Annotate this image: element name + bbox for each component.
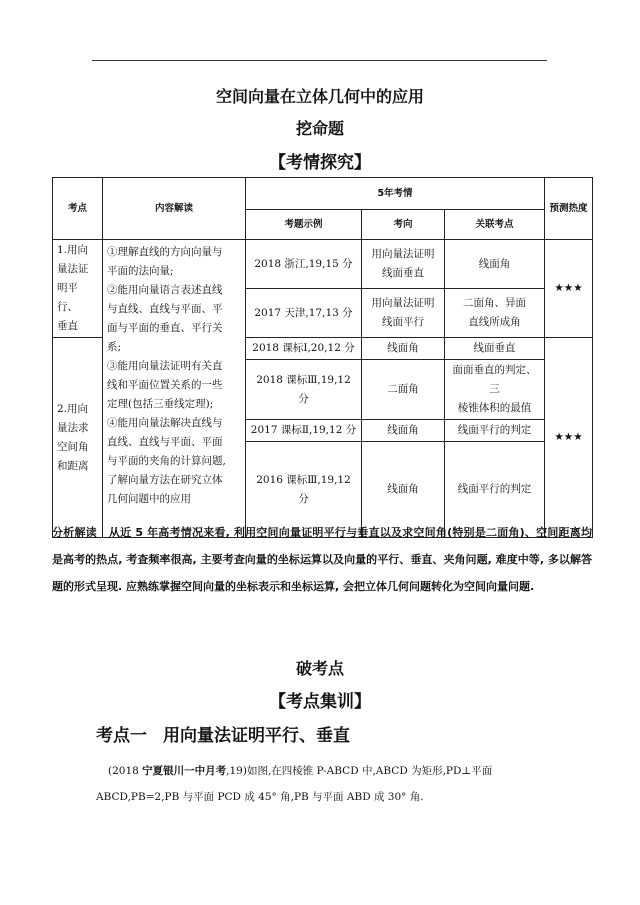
- analysis-label: 分析解读: [52, 526, 97, 539]
- related-cell: 线面平行的判定: [445, 420, 545, 442]
- direction-cell: 用向量法证明 线面平行: [362, 289, 445, 338]
- header-rule: [92, 60, 547, 61]
- heat-rating-1: ★★★: [545, 240, 593, 338]
- header-kaoxiang: 考向: [362, 210, 445, 240]
- exam-analysis-table: [52, 177, 593, 538]
- neirong-content: ①理解直线的方向向量与 平面的法向量; ②能用向量语言表述直线 与直线、直线与平面、平 面与平面的垂直、平行关 系; ③能用向量法证明有关直 线和平面位置关系的一些 定理(包括三垂线定理); ④能用向量法解决直线与 直线、直线与平面、平面 与平面的夹角的计算问题, 了解向量方法在研究立体 几何问题中的应用: [103, 240, 246, 538]
- section-title-2: 破考点: [295, 659, 344, 678]
- header-kaodian: 考点: [53, 178, 103, 240]
- topic-heading: [96, 721, 350, 746]
- subsection-heading: 【考情探究】: [269, 153, 371, 173]
- topic-number: 考点一: [96, 726, 147, 746]
- subsection-heading-2: 【考点集训】: [269, 692, 371, 712]
- example-cell: 2018 浙江,19,15 分: [246, 240, 362, 289]
- header-neirong: 内容解读: [103, 178, 246, 240]
- example-cell: 2017 天津,17,13 分: [246, 289, 362, 338]
- problem-source: 宁夏银川一中月考: [142, 765, 227, 777]
- header-5year: 5年考情: [246, 178, 545, 210]
- example-cell: 2016 课标Ⅲ,19,12 分: [246, 442, 362, 538]
- header-guanlian: 关联考点: [445, 210, 545, 240]
- example-cell: 2018 课标Ⅰ,20,12 分: [246, 338, 362, 360]
- related-cell: 线面角: [445, 240, 545, 289]
- related-cell: 线面平行的判定: [445, 442, 545, 538]
- direction-cell: 线面角: [362, 442, 445, 538]
- heat-rating-2: ★★★: [545, 338, 593, 538]
- analysis-paragraph: [52, 519, 592, 600]
- problem-line-2: ABCD,PB=2,PB 与平面 PCD 成 45° 角,PB 与平面 ABD 成 30° 角.: [96, 791, 424, 803]
- header-yuce: 预测热度: [545, 178, 593, 240]
- related-cell: 面面垂直的判定、 三 棱锥体积的最值: [445, 360, 545, 420]
- problem-line-1: (2018 宁夏银川一中月考,19)如图,在四棱锥 P-ABCD 中,ABCD 为矩形,PD⊥平面: [108, 765, 493, 777]
- section-title: 挖命题: [295, 119, 344, 138]
- direction-cell: 线面角: [362, 420, 445, 442]
- topic-name: 用向量法证明平行、垂直: [163, 726, 350, 746]
- header-kaotishili: 考题示例: [246, 210, 362, 240]
- example-cell: 2018 课标Ⅲ,19,12 分: [246, 360, 362, 420]
- analysis-text: 从近 5 年高考情况来看, 利用空间向量证明平行与垂直以及求空间角(特别是二面角)、空间距离均是高考的热点, 考查频率很高, 主要考查向量的坐标运算以及向量的平行、垂直、夹角问题, 难度中等, 多以解答题的形式呈现. 应熟练掌握空间向量的坐标表示和坐标运算, 会把立体几何问题转化为空间向量问题.: [52, 526, 593, 593]
- kaodian-2: 2.用向 量法求 空间角 和距离: [53, 338, 103, 538]
- related-cell: 二面角、异面 直线所成角: [445, 289, 545, 338]
- direction-cell: 用向量法证明 线面垂直: [362, 240, 445, 289]
- direction-cell: 线面角: [362, 338, 445, 360]
- document-title: 空间向量在立体几何中的应用: [215, 87, 424, 106]
- kaodian-1: 1.用向 量法证 明平行、 垂直: [53, 240, 103, 338]
- example-cell: 2017 课标Ⅱ,19,12 分: [246, 420, 362, 442]
- related-cell: 线面垂直: [445, 338, 545, 360]
- direction-cell: 二面角: [362, 360, 445, 420]
